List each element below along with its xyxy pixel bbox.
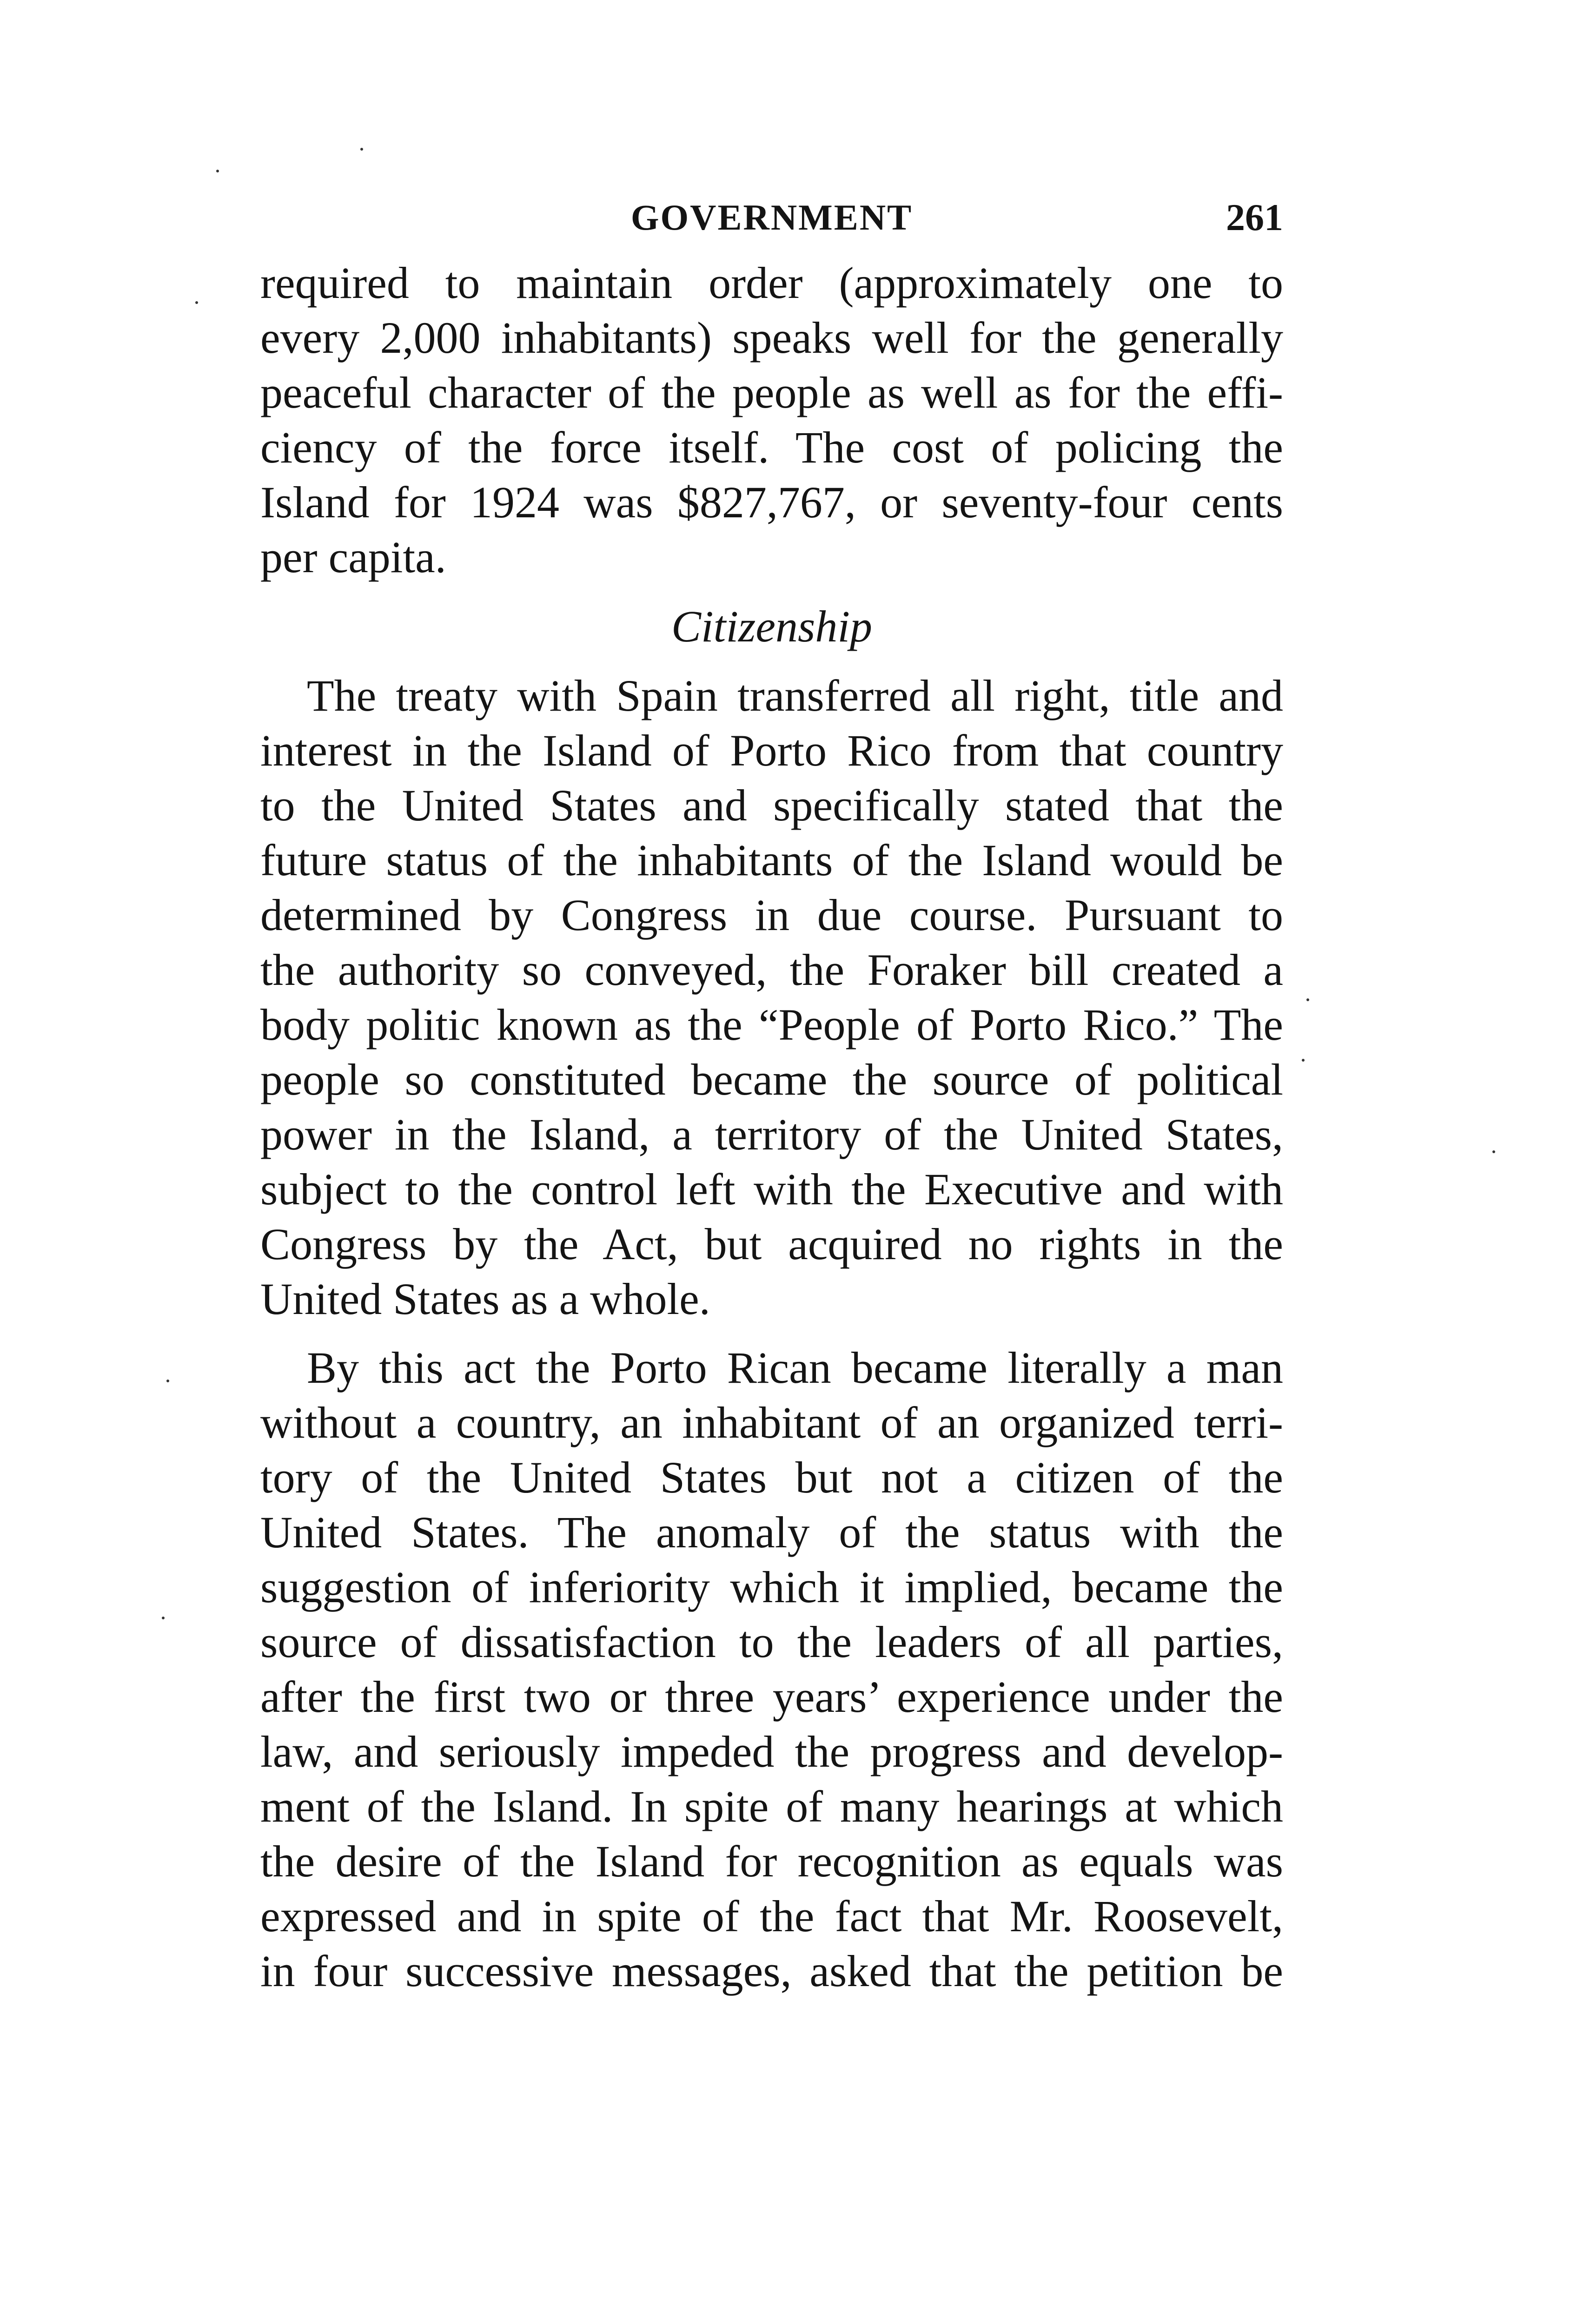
scan-speck [1492, 1150, 1495, 1153]
text-line: every 2,000 inhabitants) speaks well for the generally [260, 313, 1283, 363]
text-line: suggestion of inferiority which it implied, became the [260, 1562, 1283, 1612]
text-line: source of dissatisfaction to the leaders of all parties, [260, 1617, 1283, 1667]
paragraph-man-without-country [260, 1340, 1283, 1999]
scan-speck [162, 1617, 165, 1619]
text-line: United States. The anomaly of the status with the [260, 1507, 1283, 1557]
text-line: the desire of the Island for recognition as equals was [260, 1836, 1283, 1886]
text-line: per capita. [260, 532, 446, 582]
text-line: interest in the Island of Porto Rico from that country [260, 726, 1283, 775]
text-line: to the United States and specifically stated that the [260, 780, 1283, 830]
text-line: subject to the control left with the Executive and with [260, 1164, 1283, 1214]
text-line: peaceful character of the people as well as for the effi- [260, 368, 1283, 417]
page-number: 261 [1226, 196, 1283, 238]
text-line: after the first two or three years’ experience under the [260, 1672, 1283, 1722]
text-line: The treaty with Spain transferred all right, title and [307, 671, 1283, 720]
body-text [260, 256, 1283, 1999]
text-line: expressed and in spite of the fact that Mr. Roosevelt, [260, 1891, 1283, 1941]
paragraph-treaty [260, 668, 1283, 1327]
text-line: ciency of the force itself. The cost of policing the [260, 423, 1283, 472]
scan-speck [1306, 998, 1309, 1001]
text-line: tory of the United States but not a citizen of the [260, 1452, 1283, 1502]
text-line: without a country, an inhabitant of an organized terri- [260, 1398, 1283, 1447]
text-line: power in the Island, a territory of the United States, [260, 1109, 1283, 1159]
text-line: Island for 1924 was $827,767, or seventy-four cents [260, 477, 1283, 527]
text-line: ment of the Island. In spite of many hearings at which [260, 1782, 1283, 1831]
text-line: body politic known as the “People of Porto Rico.” The [260, 1000, 1283, 1050]
scan-speck [1302, 1059, 1305, 1062]
scan-speck [360, 148, 363, 151]
text-line: law, and seriously impeded the progress and develop- [260, 1727, 1283, 1776]
text-line: United States as a whole. [260, 1274, 710, 1324]
paragraph-gap [260, 1327, 1283, 1340]
page-header [260, 190, 1283, 245]
scan-speck [166, 1380, 169, 1382]
text-line: Congress by the Act, but acquired no rights in the [260, 1219, 1283, 1269]
running-head: GOVERNMENT [630, 197, 913, 238]
text-line: people so constituted became the source of political [260, 1055, 1283, 1104]
text-line: future status of the inhabitants of the Island would be [260, 835, 1283, 885]
paragraph-policing [260, 256, 1283, 585]
text-line: the authority so conveyed, the Foraker bill created a [260, 945, 1283, 995]
text-line: By this act the Porto Rican became literally a man [307, 1343, 1283, 1393]
text-line: determined by Congress in due course. Pursuant to [260, 890, 1283, 940]
section-heading: Citizenship [671, 601, 873, 651]
scan-speck [195, 301, 198, 304]
text-line: required to maintain order (approximately one to [260, 258, 1283, 308]
scan-speck [216, 170, 219, 172]
text-line: in four successive messages, asked that the petition be [260, 1946, 1283, 1996]
